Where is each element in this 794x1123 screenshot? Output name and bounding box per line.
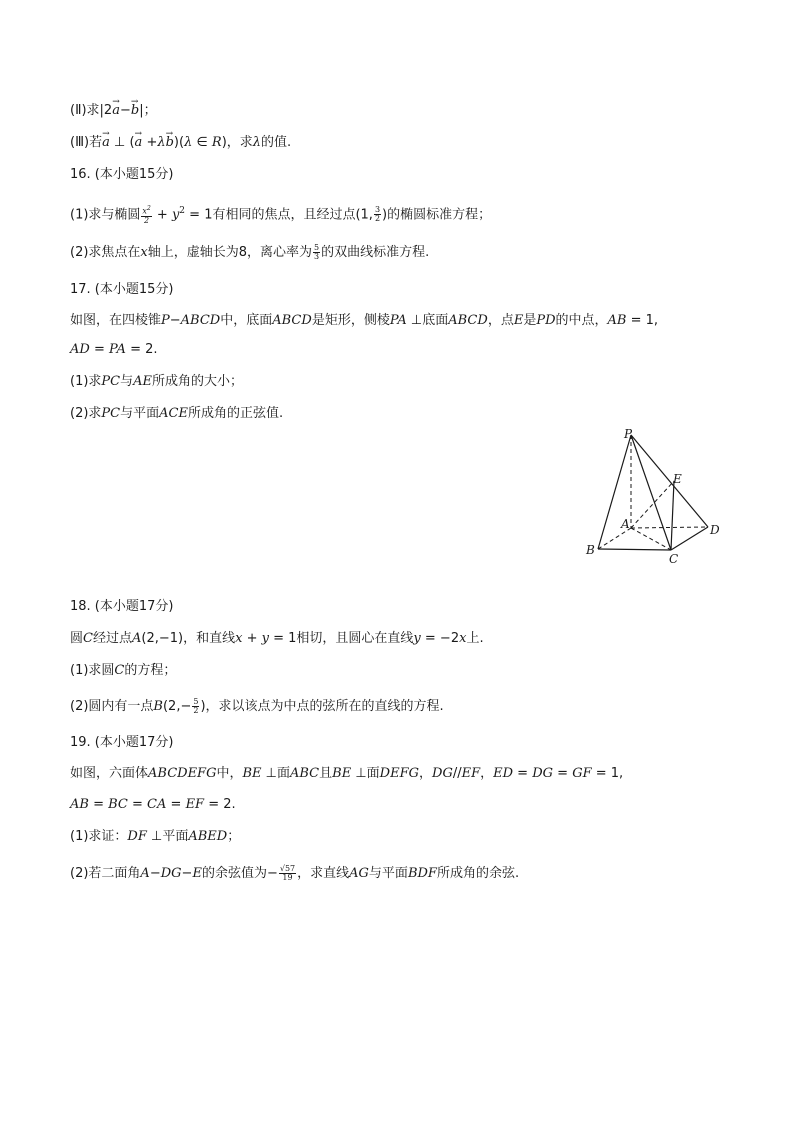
label-b: B (586, 543, 595, 557)
q19-part-2: (2)若二面角A−DG−E的余弦值为− $\frac{√57}{19}$ ，求直线AG与平面BDF所成角的余弦. (70, 864, 520, 882)
q17-stem-1: 如图，在四棱锥P−ABCD中，底面ABCD是矩形，侧棱PA ⊥底面ABCD，点E是PD的中点，AB = 1, (70, 313, 659, 328)
label-c: C (669, 552, 679, 566)
q16-part-1: (1)求与椭圆 $\frac{x^2}{2}$ + $y^2 = 1$有相同的焦点，且经过点(1, $\frac{3}{2}$ )的椭圆标准方程； (70, 205, 492, 225)
label-e: E (673, 472, 682, 486)
q18-part-1: (1)求圆C的方程； (70, 663, 177, 678)
q15-part-3: (Ⅲ)若→ a ⊥ (→ a +λ→ b)(λ ∈ R)，求λ的值. (70, 133, 730, 153)
q19-title: 19. (本小题17分) (70, 735, 174, 750)
q18-stem: 圆C经过点A(2,−1)，和直线x + y = 1相切，且圆心在直线y = −2x上. (70, 631, 484, 646)
label-p: P (624, 427, 633, 441)
q18-title: 18. (本小题17分) (70, 599, 174, 614)
q16-title: 16. (本小题15分) (70, 167, 174, 182)
q19-stem-2: AB = BC = CA = EF = 2. (70, 797, 236, 812)
q18-part-2: (2)圆内有一点B(2,− $\frac{5}{2}$ )，求以该点为中点的弦所在的直线的方程. (70, 697, 444, 715)
label-a: A (621, 517, 630, 531)
q19-part-1: (1)求证：DF ⊥平面ABED； (70, 829, 241, 844)
pyramid-figure (580, 425, 730, 570)
q17-part-2: (2)求PC与平面ACE所成角的正弦值. (70, 406, 284, 421)
q19-stem-1: 如图，六面体ABCDEFG中，BE ⊥面ABC且BE ⊥面DEFG，DG//EF，ED = DG = GF = 1, (70, 766, 624, 781)
q17-title: 17. (本小题15分) (70, 282, 174, 297)
q17-part-1: (1)求PC与AE所成角的大小； (70, 374, 244, 389)
q17-stem-2: AD = PA = 2. (70, 342, 158, 357)
q16-part-2: (2)求焦点在x轴上，虚轴长为8，离心率为 $\frac{5}{3}$ 的双曲线标准方程. (70, 243, 430, 261)
q15-part-2: (Ⅱ)求|2→ a−→ b|； (70, 101, 730, 121)
label-d: D (710, 523, 720, 537)
